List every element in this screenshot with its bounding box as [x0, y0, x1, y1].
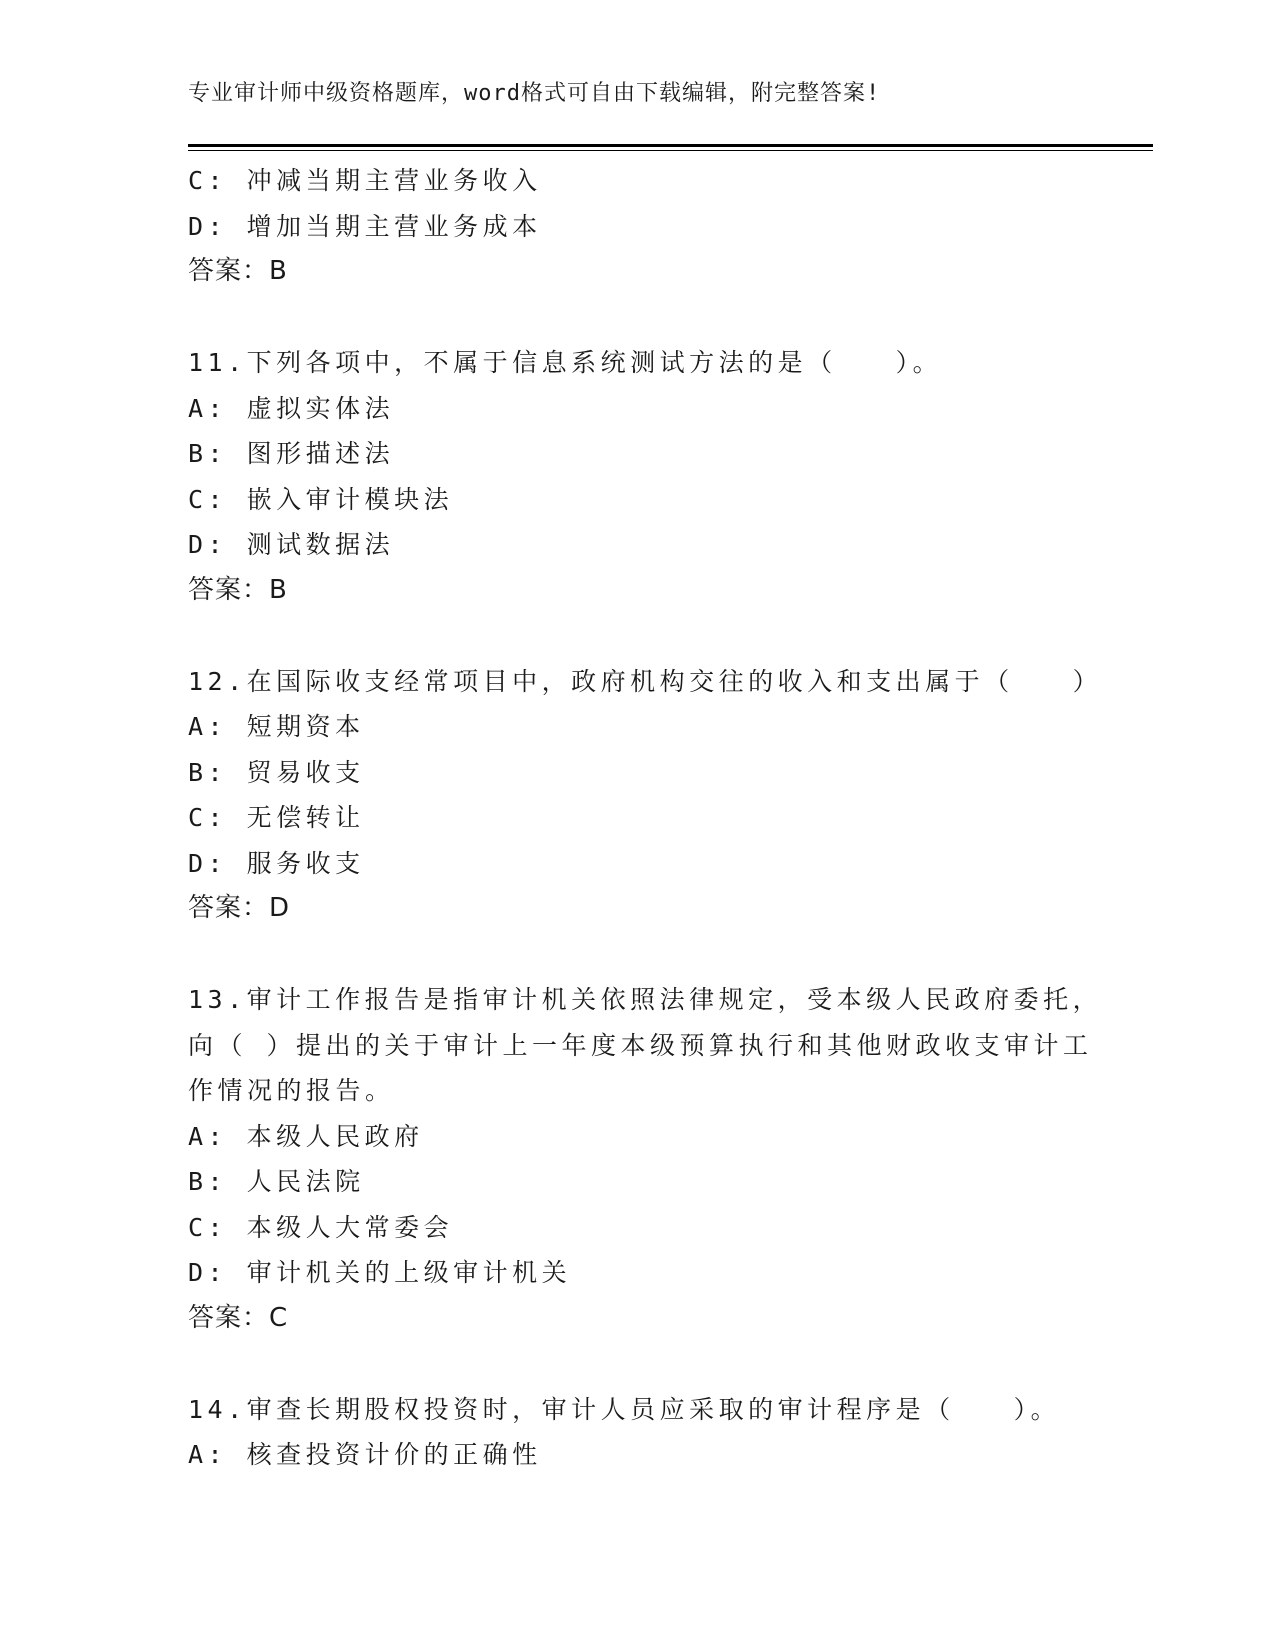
page-header: 专业审计师中级资格题库，word格式可自由下载编辑，附完整答案!: [188, 81, 881, 106]
header-rule-thick: [188, 144, 1153, 147]
option-b: B: 人民法院: [188, 1167, 365, 1196]
question-stem-line-1: 13.审计工作报告是指审计机关依照法律规定，受本级人民政府委托，: [188, 985, 1103, 1014]
option-c: C: 嵌入审计模块法: [188, 484, 454, 514]
question-14: [188, 1387, 1088, 1478]
spacer: [188, 932, 1088, 978]
question-10: [188, 158, 1088, 295]
question-stem-line-3: 作情况的报告。: [188, 1076, 395, 1105]
answer: 答案：B: [188, 574, 288, 605]
spacer: [188, 613, 1088, 659]
spacer: [188, 1341, 1088, 1387]
option-a: A: 核查投资计价的正确性: [188, 1440, 542, 1469]
option-b: B: 贸易收支: [188, 757, 365, 787]
spacer: [188, 295, 1088, 341]
option-c: C: 本级人大常委会: [188, 1212, 454, 1242]
question-13: [188, 977, 1103, 1341]
question-11: [188, 340, 1088, 613]
option-c: C: 无偿转让: [188, 803, 365, 832]
question-list: [188, 158, 1103, 1478]
option-d: D: 服务收支: [188, 848, 365, 878]
answer: 答案：B: [188, 256, 288, 286]
option-a: A: 虚拟实体法: [188, 393, 395, 423]
question-stem: 12.在国际收支经常项目中，政府机构交往的收入和支出属于（ ）: [188, 666, 1103, 696]
option-d: D: 增加当期主营业务成本: [188, 211, 542, 241]
option-c: C: 冲减当期主营业务收入: [188, 166, 542, 195]
option-a: A: 本级人民政府: [188, 1121, 424, 1151]
question-stem: 14.审查长期股权投资时，审计人员应采取的审计程序是（ ）。: [188, 1394, 1061, 1424]
question-stem-line-2: 向（ ）提出的关于审计上一年度本级预算执行和其他财政收支审计工: [188, 1030, 1093, 1060]
question-12: [188, 659, 1103, 932]
option-d: D: 测试数据法: [188, 530, 395, 559]
header-rule-thin: [188, 150, 1153, 151]
option-d: D: 审计机关的上级审计机关: [188, 1258, 572, 1287]
option-b: B: 图形描述法: [188, 439, 395, 468]
answer: 答案：D: [188, 893, 291, 923]
answer: 答案：C: [188, 1302, 289, 1333]
option-a: A: 短期资本: [188, 712, 365, 741]
question-stem: 11.下列各项中，不属于信息系统测试方法的是（ ）。: [188, 348, 943, 377]
